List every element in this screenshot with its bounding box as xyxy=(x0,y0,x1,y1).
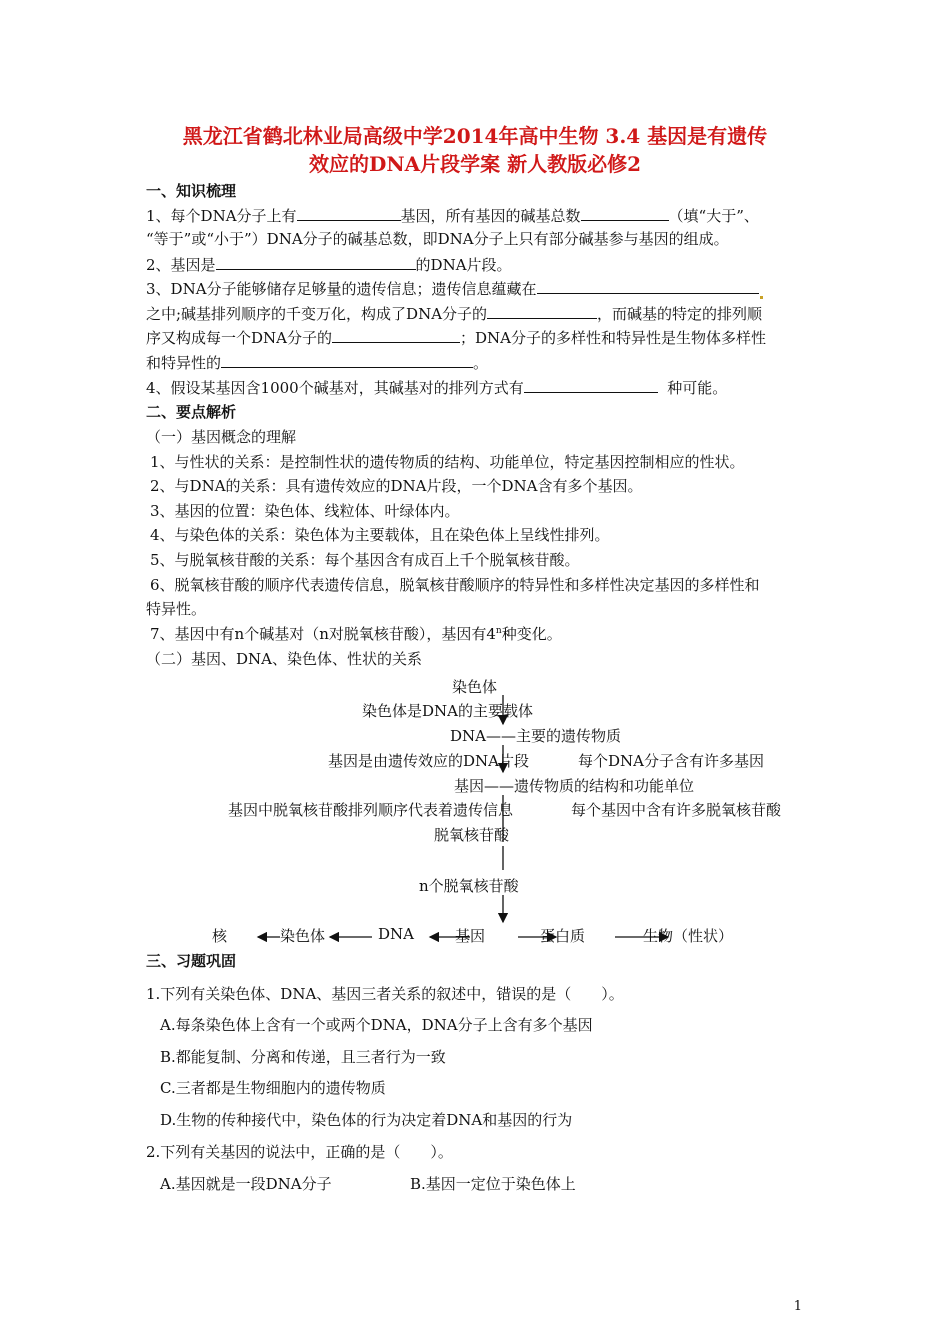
doc-title-line2: 效应的DNA片段学案 新人教版必修2 xyxy=(308,152,642,176)
q1-line2: “等于”或“小于”）DNA分子的碱基总数，即DNA分子上只有部分碱基参与基因的组成。 xyxy=(146,230,729,248)
exercise-1: 1.下列有关染色体、DNA、基因三者关系的叙述中，错误的是（ ）。 xyxy=(146,985,624,1003)
point-1: 1、与性状的关系：是控制性状的遗传物质的结构、功能单位，特定基因控制相应的性状。 xyxy=(150,453,745,471)
exercise-1-option-d[interactable]: D.生物的传种接代中，染色体的行为决定着DNA和基因的行为 xyxy=(160,1111,573,1129)
section2-heading: 二、要点解析 xyxy=(146,403,237,421)
diagram-bottom-chromosome: 染色体 xyxy=(280,927,326,945)
diagram-gene-segment: 基因是由遗传效应的DNA片段 xyxy=(328,752,529,770)
point-6b: 特异性。 xyxy=(146,600,207,618)
q4-text-a: 4、假设某基因含1000个碱基对，其碱基对的排列方式有 xyxy=(146,379,524,397)
diagram-chrom-carrier: 染色体是DNA的主要载体 xyxy=(362,702,533,720)
q3-text-a: 3、DNA分子能够储存足够量的遗传信息；遗传信息蕴藏在 xyxy=(146,280,537,298)
exercise-1-option-c[interactable]: C.三者都是生物细胞内的遗传物质 xyxy=(160,1079,386,1097)
point-7-text-a: 7、基因中有n个碱基对（n对脱氧核苷酸），基因有4 xyxy=(150,625,496,643)
exercise-2: 2.下列有关基因的说法中，正确的是（ ）。 xyxy=(146,1143,453,1161)
q1-text-a: 1、每个DNA分子上有 xyxy=(146,207,297,225)
diagram-bottom-trait: 生物（性状） xyxy=(643,927,734,945)
point-3: 3、基因的位置：染色体、线粒体、叶绿体内。 xyxy=(150,502,460,520)
diagram-chromosome: 染色体 xyxy=(452,678,498,696)
diagram-dna-many-genes: 每个DNA分子含有许多基因 xyxy=(578,752,764,770)
q3-text-b: 之中;碱基排列顺序的千变万化，构成了DNA分子的 xyxy=(146,305,488,323)
q1-text-c: （填“大于”、 xyxy=(668,207,759,225)
q1-text-b: 基因，所有基因的碱基总数 xyxy=(400,207,581,225)
q3-text-e: ；DNA分子的多样性和特异性是生物体多样性 xyxy=(460,329,766,347)
diagram-order-info: 基因中脱氧核苷酸排列顺序代表着遗传信息 xyxy=(228,801,514,819)
exercise-1-option-b[interactable]: B.都能复制、分离和传递，且三者行为一致 xyxy=(160,1048,446,1066)
point-5: 5、与脱氧核苷酸的关系：每个基因含有成百上千个脱氧核苷酸。 xyxy=(150,551,580,569)
diagram-bottom-protein: 蛋白质 xyxy=(540,927,586,945)
q3-text-f: 和特异性的 xyxy=(146,354,222,372)
point-7-text-b: 种变化。 xyxy=(501,625,562,643)
diagram-dna-main: DNA——主要的遗传物质 xyxy=(450,727,621,745)
point-6a: 6、脱氧核苷酸的顺序代表遗传信息，脱氧核苷酸顺序的特异性和多样性决定基因的多样性和 xyxy=(150,576,760,594)
diagram-n-nucleotide: n个脱氧核苷酸 xyxy=(419,877,519,895)
sub1-heading: （一）基因概念的理解 xyxy=(146,428,297,446)
sub2-heading: （二）基因、DNA、染色体、性状的关系 xyxy=(146,650,422,668)
exercise-2-option-a[interactable]: A.基因就是一段DNA分子 xyxy=(160,1175,332,1193)
section3-heading: 三、习题巩固 xyxy=(146,952,237,970)
point-4: 4、与染色体的关系：染色体为主要载体，且在染色体上呈线性排列。 xyxy=(150,526,610,544)
q2-text-b: 的DNA片段。 xyxy=(415,256,512,274)
diagram-gene-many-nuc: 每个基因中含有许多脱氧核苷酸 xyxy=(571,801,782,819)
q2-text-a: 2、基因是 xyxy=(146,256,216,274)
page-number: 1 xyxy=(793,1299,802,1314)
point-2: 2、与DNA的关系：具有遗传效应的DNA片段，一个DNA含有多个基因。 xyxy=(150,477,643,495)
q3-text-c: ，而碱基的特定的排列顺 xyxy=(597,305,763,323)
diagram-nucleotide: 脱氧核苷酸 xyxy=(434,826,510,844)
doc-title-line1: 黑龙江省鹤北林业局高级中学2014年高中生物 3.4 基因是有遗传 xyxy=(182,124,768,148)
point-7-superscript: n xyxy=(495,626,502,636)
exercise-1-option-a[interactable]: A.每条染色体上含有一个或两个DNA，DNA分子上含有多个基因 xyxy=(160,1016,593,1034)
diagram-gene-unit: 基因——遗传物质的结构和功能单位 xyxy=(454,777,695,795)
diagram-bottom-nucleus: 核 xyxy=(212,927,228,945)
section1-heading: 一、知识梳理 xyxy=(146,182,237,200)
q3-text-d: 序又构成每一个DNA分子的 xyxy=(146,329,332,347)
diagram-bottom-dna: DNA xyxy=(378,925,414,943)
exercise-2-option-b[interactable]: B.基因一定位于染色体上 xyxy=(410,1175,576,1193)
diagram-bottom-gene: 基因 xyxy=(455,927,486,945)
q3-text-g: 。 xyxy=(473,354,489,372)
q4-text-b: 种可能。 xyxy=(667,379,728,397)
